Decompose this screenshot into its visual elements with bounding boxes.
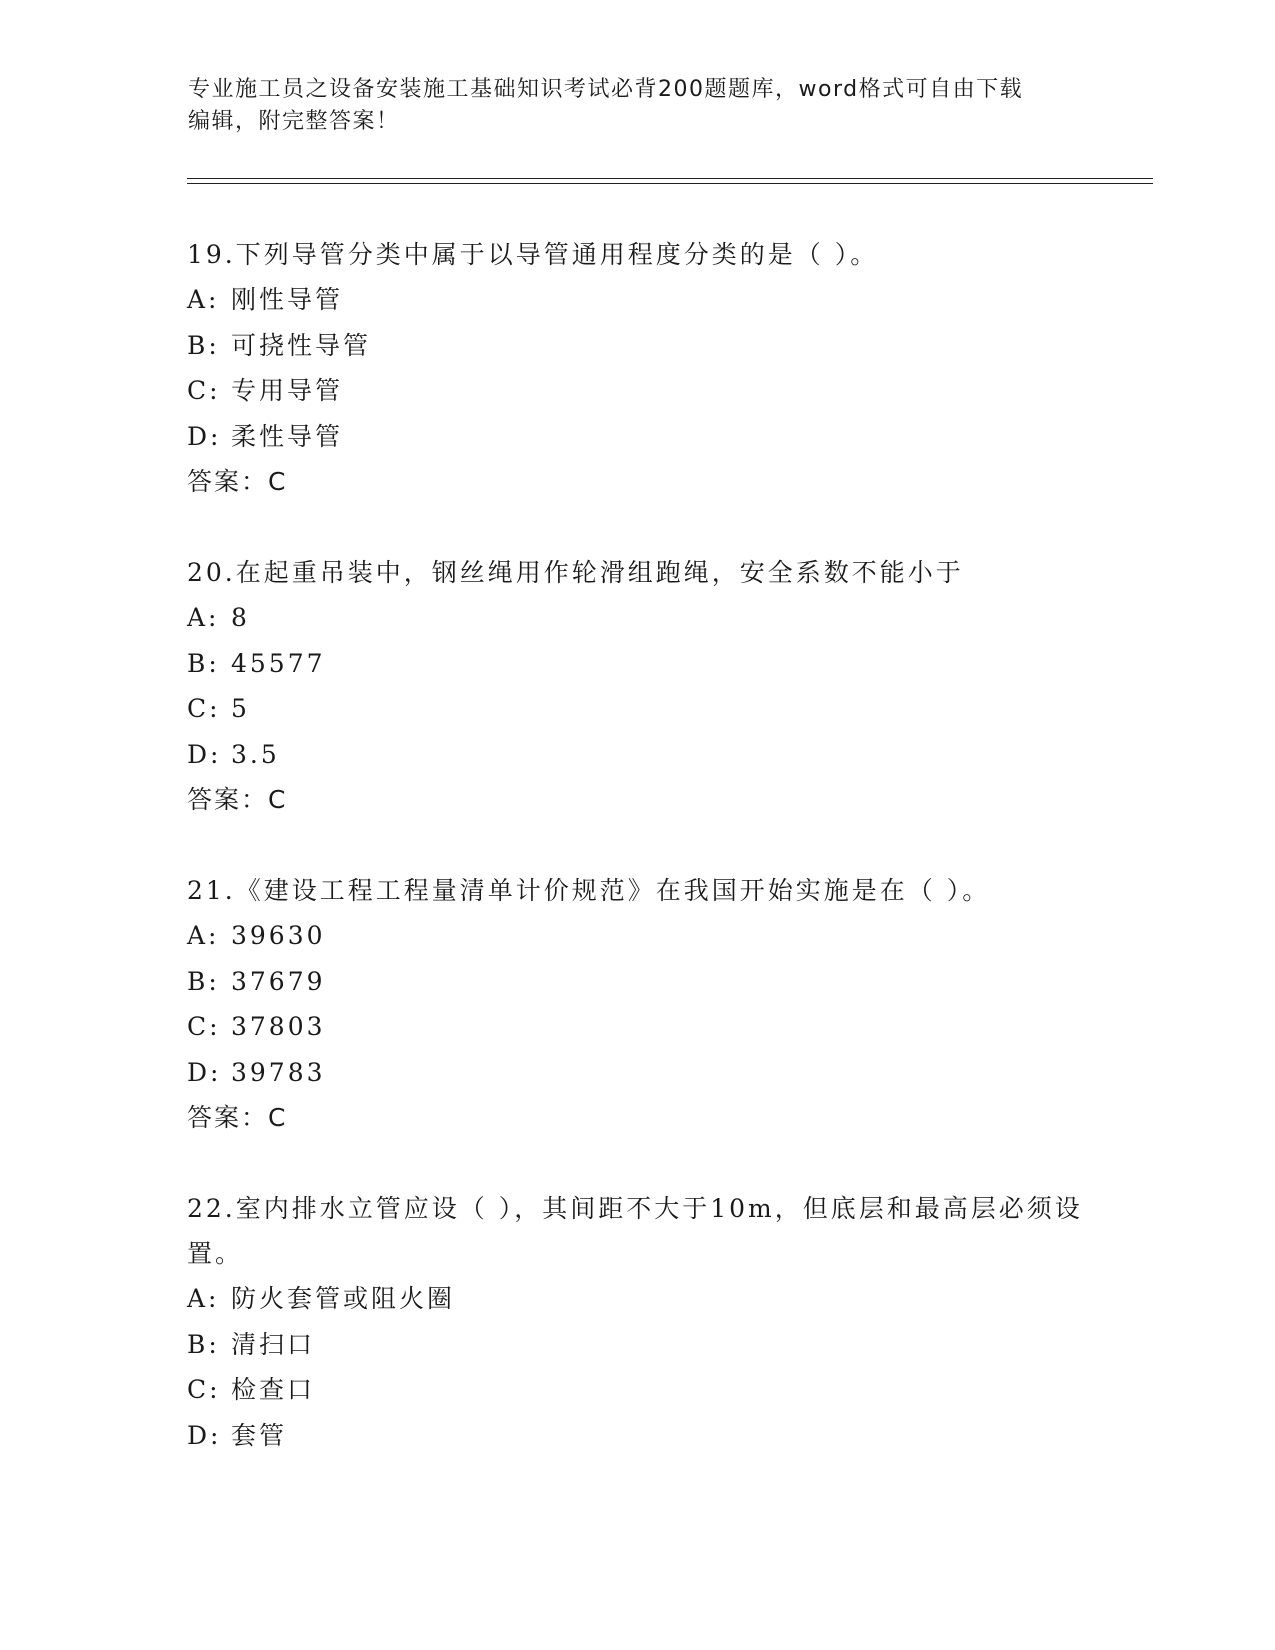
option-text: 5 — [231, 694, 250, 723]
question-21 — [187, 868, 1087, 1140]
option-text: 检查口 — [231, 1375, 316, 1404]
option-d — [187, 1413, 1087, 1459]
option-c — [187, 1004, 1087, 1050]
question-text: 20.在起重吊装中，钢丝绳用作轮滑组跑绳，安全系数不能小于 — [187, 558, 964, 587]
option-label: A: — [187, 603, 220, 632]
option-label: D: — [187, 1057, 222, 1087]
option-text: 可挠性导管 — [231, 330, 372, 360]
option-d — [187, 732, 1087, 778]
option-c — [187, 1367, 1087, 1413]
header-divider-top — [187, 178, 1153, 179]
option-text: 39783 — [231, 1057, 326, 1087]
answer: 答案：C — [187, 467, 288, 496]
option-label: D: — [187, 739, 222, 769]
document-header — [188, 74, 1068, 138]
option-b — [187, 323, 1087, 369]
question-text: 19.下列导管分类中属于以导管通用程度分类的是（ ）。 — [187, 240, 879, 269]
option-label: A: — [187, 921, 220, 950]
option-c — [187, 368, 1087, 414]
header-title-line-1: 专业施工员之设备安装施工基础知识考试必背200题题库，word格式可自由下载 — [188, 77, 1024, 102]
option-label: B: — [187, 330, 220, 360]
option-a — [187, 1276, 1087, 1322]
question-text: 21.《建设工程工程量清单计价规范》在我国开始实施是在（ ）。 — [187, 876, 991, 905]
option-text: 39630 — [231, 921, 326, 950]
option-d — [187, 1050, 1087, 1096]
option-label: B: — [187, 966, 220, 996]
option-a — [187, 277, 1087, 323]
option-text: 37803 — [231, 1012, 326, 1041]
option-label: C: — [187, 694, 221, 723]
option-label: C: — [187, 376, 221, 405]
question-20 — [187, 550, 1087, 822]
option-text: 防火套管或阻火圈 — [231, 1284, 456, 1313]
option-text: 套管 — [231, 1420, 288, 1450]
option-text: 45577 — [231, 648, 326, 678]
option-label: A: — [187, 285, 220, 314]
option-label: D: — [187, 1420, 222, 1450]
question-text: 22.室内排水立管应设（ ），其间距不大于10m，但底层和最高层必须设置。 — [187, 1194, 1083, 1268]
option-label: C: — [187, 1012, 221, 1041]
option-text: 8 — [231, 603, 250, 632]
option-b — [187, 959, 1087, 1005]
option-text: 清扫口 — [231, 1329, 316, 1359]
option-label: A: — [187, 1284, 220, 1313]
option-b — [187, 1322, 1087, 1368]
option-a — [187, 913, 1087, 959]
option-label: B: — [187, 1329, 220, 1359]
option-label: D: — [187, 421, 222, 451]
option-a — [187, 595, 1087, 641]
option-c — [187, 686, 1087, 732]
answer: 答案：C — [187, 1103, 288, 1132]
option-text: 3.5 — [231, 739, 280, 769]
answer: 答案：C — [187, 785, 288, 814]
question-19 — [187, 232, 1087, 504]
option-b — [187, 641, 1087, 687]
header-title-line-2: 编辑，附完整答案！ — [188, 109, 400, 134]
option-d — [187, 414, 1087, 460]
question-22 — [187, 1186, 1087, 1458]
option-text: 柔性导管 — [231, 421, 344, 451]
option-text: 专用导管 — [231, 376, 344, 405]
option-text: 刚性导管 — [231, 285, 344, 314]
header-divider-bottom — [187, 183, 1153, 184]
option-label: B: — [187, 648, 220, 678]
option-label: C: — [187, 1375, 221, 1404]
option-text: 37679 — [231, 966, 326, 996]
